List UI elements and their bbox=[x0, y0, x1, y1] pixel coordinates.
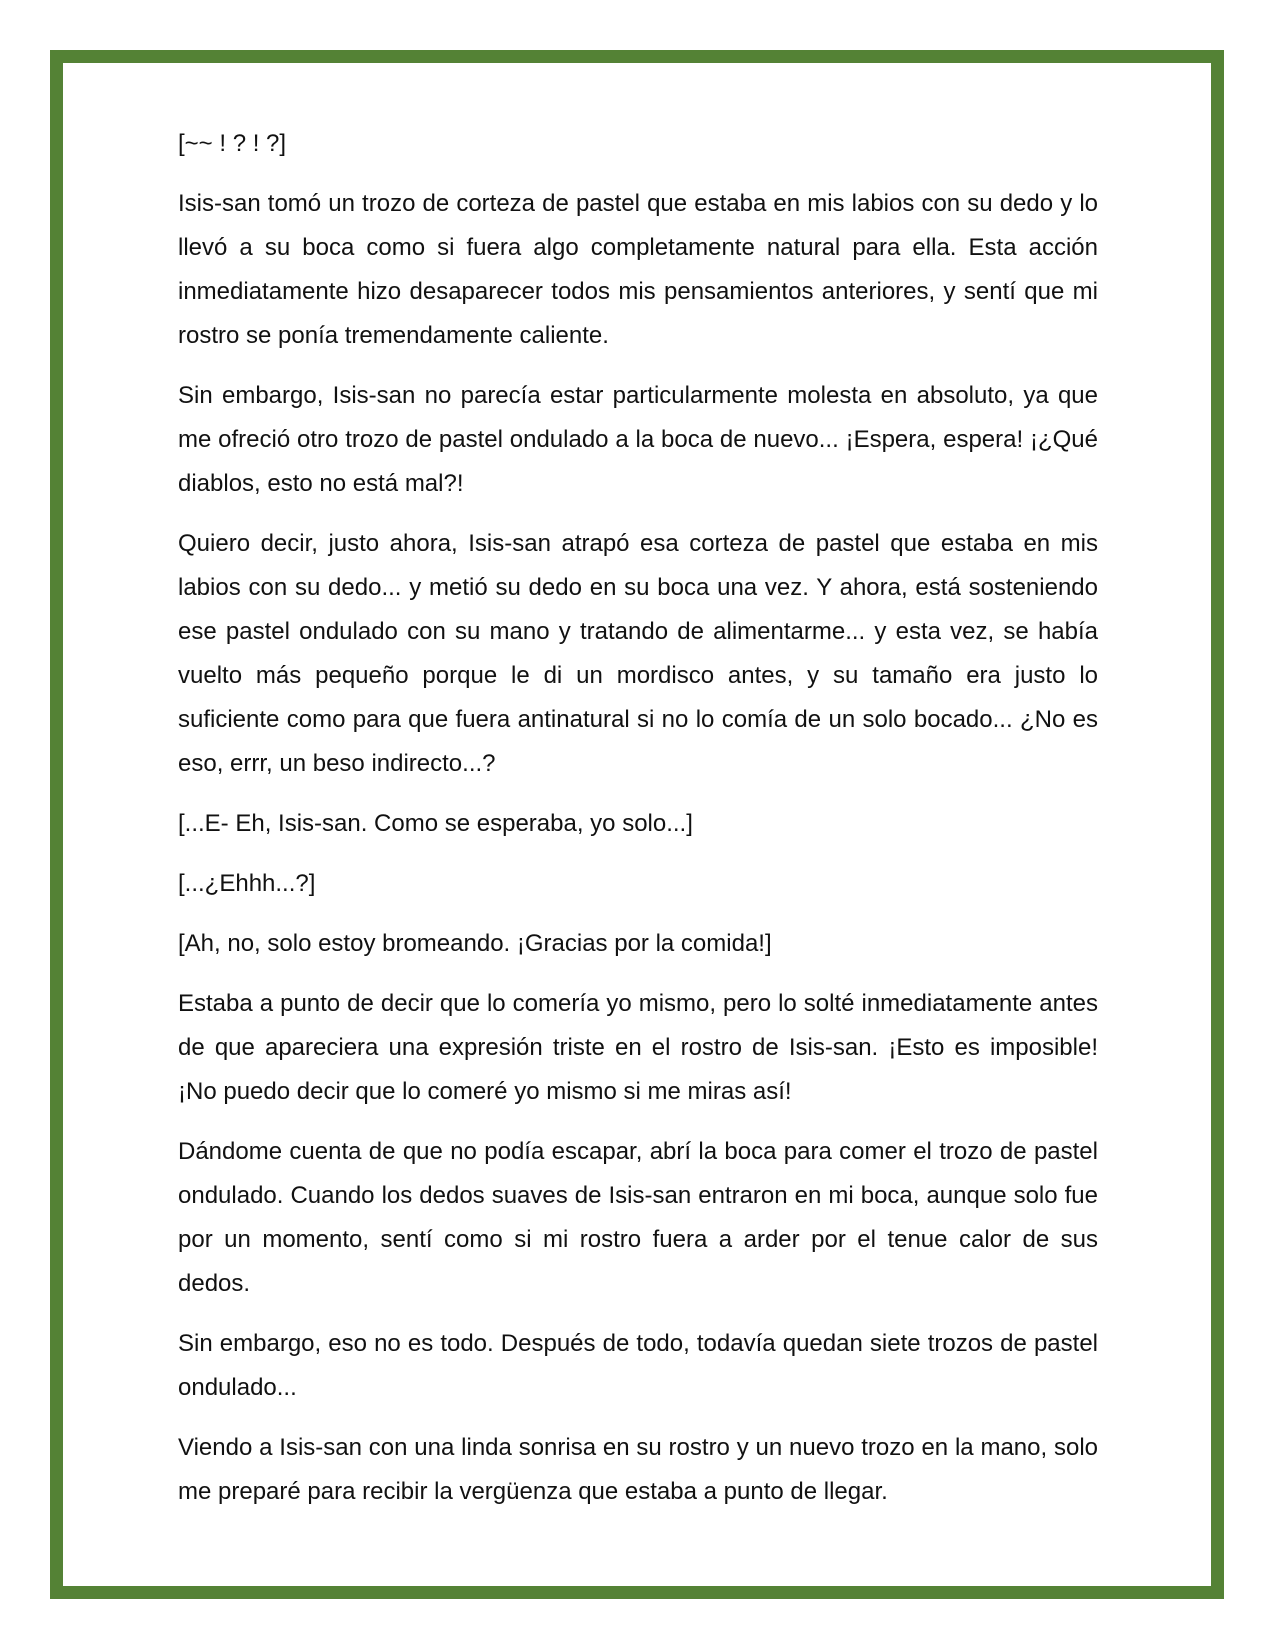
paragraph-5: [...E- Eh, Isis-san. Como se esperaba, yo solo...] bbox=[178, 810, 693, 837]
paragraph-3: Sin embargo, Isis-san no parecía estar particularmente molesta en absoluto, ya que me ofreció otro trozo de pastel ondulado a la boca de nuevo... ¡Espera, espera! ¡¿Qué diablos, esto no está mal?! bbox=[178, 382, 1098, 497]
paragraph-7: [Ah, no, solo estoy bromeando. ¡Gracias por la comida!] bbox=[178, 930, 772, 957]
paragraph-2: Isis-san tomó un trozo de corteza de pastel que estaba en mis labios con su dedo y lo llevó a su boca como si fuera algo completamente natural para ella. Esta acción inmediatamente hizo desaparecer todos mis pensamientos anteriores, y sentí que mi rostro se ponía tremendamente caliente. bbox=[178, 190, 1098, 349]
paragraph-6: [...¿Ehhh...?] bbox=[178, 870, 316, 897]
paragraph-8: Estaba a punto de decir que lo comería yo mismo, pero lo solté inmediatamente antes de que apareciera una expresión triste en el rostro de Isis-san. ¡Esto es imposible! ¡No puedo decir que lo comeré yo mismo si me miras así! bbox=[178, 990, 1098, 1105]
story-text bbox=[178, 122, 1098, 1530]
paragraph-9: Dándome cuenta de que no podía escapar, abrí la boca para comer el trozo de pastel ondulado. Cuando los dedos suaves de Isis-san entraron en mi boca, aunque solo fue por un momento, sentí como si mi rostro fuera a arder por el tenue calor de sus dedos. bbox=[178, 1138, 1098, 1297]
paragraph-4: Quiero decir, justo ahora, Isis-san atrapó esa corteza de pastel que estaba en mis labios con su dedo... y metió su dedo en su boca una vez. Y ahora, está sosteniendo ese pastel ondulado con su mano y tratando de alimentarme... y esta vez, se había vuelto más pequeño porque le di un mordisco antes, y su tamaño era justo lo suficiente como para que fuera antinatural si no lo comía de un solo bocado... ¿No es eso, errr, un beso indirecto...? bbox=[178, 530, 1098, 777]
paragraph-1: [~~ ! ? ! ?] bbox=[178, 130, 287, 157]
paragraph-11: Viendo a Isis-san con una linda sonrisa en su rostro y un nuevo trozo en la mano, solo me preparé para recibir la vergüenza que estaba a punto de llegar. bbox=[178, 1434, 1098, 1505]
paragraph-10: Sin embargo, eso no es todo. Después de todo, todavía quedan siete trozos de pastel ondulado... bbox=[178, 1330, 1098, 1401]
